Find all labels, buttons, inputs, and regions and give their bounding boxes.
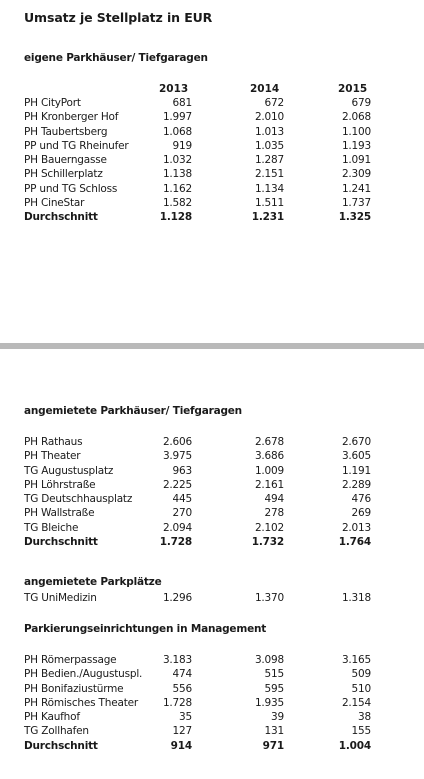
section-heading-management: Parkierungseinrichtungen in Management [24, 623, 267, 635]
table-row [24, 506, 404, 520]
average-row [24, 535, 404, 549]
value-2013: 127 [172, 725, 192, 738]
row-label: PH Theater [24, 450, 81, 463]
value-2015: 2.154 [341, 696, 371, 709]
table-row [24, 492, 404, 506]
value-2015: 2.670 [341, 436, 371, 448]
value-2014: 39 [271, 711, 284, 724]
value-2013: 681 [172, 97, 192, 109]
value-2015: 1.191 [341, 464, 371, 477]
value-2013: 2.225 [162, 478, 192, 491]
value-2015: 38 [358, 711, 371, 724]
value-2013: 556 [172, 682, 192, 695]
table-row [24, 196, 404, 210]
row-label: TG Zollhafen [24, 725, 89, 738]
value-2013: 1.162 [162, 182, 192, 195]
value-2014: 3.098 [254, 654, 284, 666]
value-2015: 679 [351, 97, 371, 109]
value-2014: 2.678 [254, 436, 284, 448]
value-2013: 963 [172, 464, 192, 477]
table-row [24, 667, 404, 681]
table-own-garages [24, 82, 404, 225]
row-label: PH Römisches Theater [24, 696, 138, 709]
value-2013: 270 [172, 507, 192, 520]
value-2014: 278 [264, 507, 284, 520]
table-row [24, 139, 404, 153]
value-2015: 1.318 [341, 592, 371, 604]
value-2015: 269 [351, 507, 371, 520]
table-management [24, 653, 404, 753]
row-label: Durchschnitt [24, 211, 98, 224]
value-2014: 1.370 [254, 592, 284, 604]
row-label: PH Rathaus [24, 436, 83, 448]
value-2015: 2.068 [341, 111, 371, 124]
value-2014: 2.102 [254, 521, 284, 534]
value-2015: 1.193 [341, 139, 371, 152]
table-rented-lots [24, 591, 404, 605]
section-heading-own-garages: eigene Parkhäuser/ Tiefgaragen [24, 52, 208, 64]
value-2015: 2.289 [341, 478, 371, 491]
value-2015: 1.004 [338, 739, 371, 752]
value-2015: 2.309 [341, 168, 371, 181]
table-row [24, 724, 404, 738]
value-2013: 1.128 [159, 211, 192, 224]
value-2015: 1.100 [341, 125, 371, 138]
value-2014: 595 [264, 682, 284, 695]
value-2014: 2.161 [254, 478, 284, 491]
value-2014: 1.009 [254, 464, 284, 477]
table-row [24, 96, 404, 110]
table-row [24, 167, 404, 181]
row-label: TG Augustusplatz [24, 464, 114, 477]
value-2014: 1.231 [251, 211, 284, 224]
section-heading-rented-lots: angemietete Parkplätze [24, 576, 162, 588]
row-label: PH Römerpassage [24, 654, 117, 666]
table-row [24, 464, 404, 478]
value-2014: 672 [264, 97, 284, 109]
value-2013: 445 [172, 493, 192, 506]
value-2015: 2.013 [341, 521, 371, 534]
table-row [24, 435, 404, 449]
row-label: PH Schillerplatz [24, 168, 103, 181]
value-2015: 155 [351, 725, 371, 738]
value-2014: 515 [264, 668, 284, 681]
value-2015: 1.737 [341, 197, 371, 210]
value-2015: 1.241 [341, 182, 371, 195]
row-label: Durchschnitt [24, 536, 98, 549]
table-rented-garages [24, 435, 404, 549]
value-2014: 1.287 [254, 154, 284, 167]
value-2014: 494 [264, 493, 284, 506]
value-2013: 1.728 [159, 536, 192, 549]
value-2014: 2.151 [254, 168, 284, 181]
row-label: TG Deutschhausplatz [24, 493, 133, 506]
value-2014: 2.010 [254, 111, 284, 124]
value-2014: 1.035 [254, 139, 284, 152]
table-row [24, 521, 404, 535]
average-row [24, 739, 404, 753]
value-2015: 1.091 [341, 154, 371, 167]
table-row [24, 125, 404, 139]
year-2013: 2013 [159, 83, 189, 95]
value-2013: 914 [170, 739, 192, 752]
value-2013: 1.138 [162, 168, 192, 181]
value-2013: 1.068 [162, 125, 192, 138]
value-2013: 919 [172, 139, 192, 152]
table-row [24, 653, 404, 667]
row-label: PH Taubertsberg [24, 125, 108, 138]
value-2013: 3.183 [162, 654, 192, 666]
row-label: PH Wallstraße [24, 507, 95, 520]
row-label: PP und TG Rheinufer [24, 139, 129, 152]
year-header-row [24, 82, 404, 96]
value-2013: 1.582 [162, 197, 192, 210]
value-2015: 509 [351, 668, 371, 681]
value-2013: 1.728 [162, 696, 192, 709]
value-2013: 474 [172, 668, 192, 681]
value-2015: 1.325 [338, 211, 371, 224]
table-row [24, 591, 404, 605]
value-2013: 3.975 [162, 450, 192, 463]
value-2014: 3.686 [254, 450, 284, 463]
value-2015: 476 [351, 493, 371, 506]
row-label: PH Löhrstraße [24, 478, 96, 491]
section-heading-rented-garages: angemietete Parkhäuser/ Tiefgaragen [24, 405, 242, 417]
table-row [24, 182, 404, 196]
value-2014: 1.732 [251, 536, 284, 549]
row-label: PH Bonifaziustürme [24, 682, 124, 695]
value-2015: 3.605 [341, 450, 371, 463]
row-label: PH Bedien./Augustuspl. [24, 668, 143, 681]
row-label: PH CityPort [24, 97, 81, 109]
table-row [24, 710, 404, 724]
row-label: Durchschnitt [24, 739, 98, 752]
value-2013: 1.032 [162, 154, 192, 167]
value-2014: 1.511 [254, 197, 284, 210]
row-label: TG Bleiche [24, 521, 79, 534]
value-2014: 1.013 [254, 125, 284, 138]
value-2013: 35 [179, 711, 192, 724]
value-2015: 1.764 [338, 536, 371, 549]
row-label: TG UniMedizin [24, 592, 97, 604]
page-title: Umsatz je Stellplatz in EUR [24, 10, 213, 25]
value-2014: 971 [262, 739, 284, 752]
table-row [24, 478, 404, 492]
value-2014: 131 [264, 725, 284, 738]
value-2014: 1.134 [254, 182, 284, 195]
row-label: PH Kaufhof [24, 711, 80, 724]
row-label: PH Kronberger Hof [24, 111, 119, 124]
value-2013: 1.296 [162, 592, 192, 604]
value-2015: 3.165 [341, 654, 371, 666]
section-divider [0, 343, 424, 349]
table-row [24, 110, 404, 124]
value-2013: 1.997 [162, 111, 192, 124]
value-2013: 2.606 [162, 436, 192, 448]
year-2015: 2015 [338, 83, 368, 95]
table-row [24, 449, 404, 463]
value-2013: 2.094 [162, 521, 192, 534]
value-2015: 510 [351, 682, 371, 695]
row-label: PH CineStar [24, 197, 85, 210]
year-2014: 2014 [250, 83, 280, 95]
table-row [24, 696, 404, 710]
row-label: PH Bauerngasse [24, 154, 107, 167]
table-row [24, 682, 404, 696]
table-row [24, 153, 404, 167]
value-2014: 1.935 [254, 696, 284, 709]
average-row [24, 210, 404, 224]
row-label: PP und TG Schloss [24, 182, 118, 195]
